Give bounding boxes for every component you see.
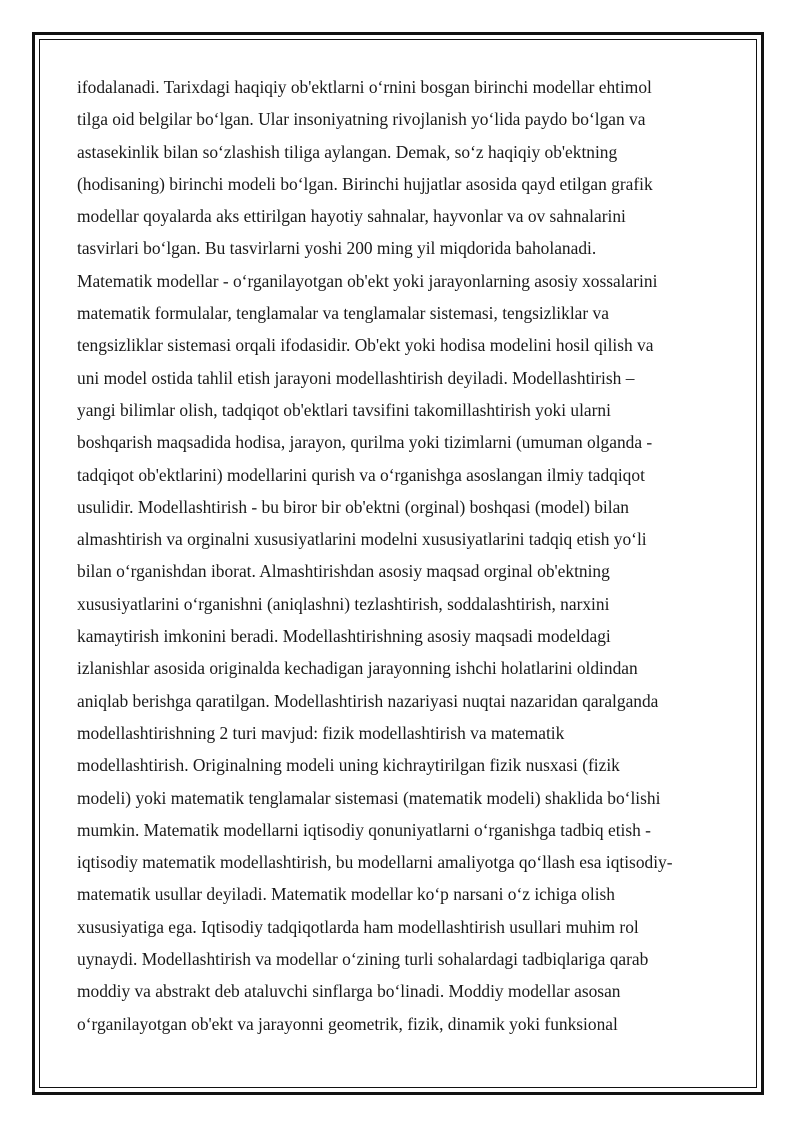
text-line: matematik formulalar, tenglamalar va tenglamalar sistemasi, tengsizliklar va [77,303,609,324]
text-line: modellashtirishning 2 turi mavjud: fizik modellashtirish va matematik [77,722,565,743]
text-line: o‘rganilayotgan ob'ekt va jarayonni geometrik, fizik, dinamik yoki funksional [77,1013,618,1034]
text-line: bilan o‘rganishdan iborat. Almashtirishdan asosiy maqsad orginal ob'ektning [77,561,610,582]
text-line: mumkin. Matematik modellarni iqtisodiy qonuniyatlarni o‘rganishga tadbiq etish - [77,819,651,840]
text-line: tadqiqot ob'ektlarini) modellarini qurish va o‘rganishga asoslangan ilmiy tadqiqot [77,464,645,485]
text-line: yangi bilimlar olish, tadqiqot ob'ektlari tavsifini takomillashtirish yoki ularni [77,399,611,420]
text-line: uynaydi. Modellashtirish va modellar o‘zining turli sohalardagi tadbiqlariga qarab [77,949,649,970]
text-line: tengsizliklar sistemasi orqali ifodasidir. Ob'ekt yoki hodisa modelini hosil qilish va [77,335,654,356]
text-line: xususiyatlarini o‘rganishni (aniqlashni) tezlashtirish, soddalashtirish, narxini [77,593,610,614]
text-line: modellar qoyalarda aks ettirilgan hayotiy sahnalar, hayvonlar va ov sahnalarini [77,206,626,227]
text-line: usulidir. Modellashtirish - bu biror bir ob'ektni (orginal) boshqasi (model) bilan [77,496,629,517]
text-line: kamaytirish imkonini beradi. Modellashtirishning asosiy maqsadi modeldagi [77,626,611,647]
text-line: tasvirlari bo‘lgan. Bu tasvirlarni yoshi 200 ming yil miqdorida baholanadi. [77,238,597,259]
text-line: matematik usullar deyiladi. Matematik modellar ko‘p narsani o‘z ichiga olish [77,884,615,905]
text-line: modellashtirish. Originalning modeli uning kichraytirilgan fizik nusxasi (fizik [77,755,620,776]
text-line: astasekinlik bilan so‘zlashish tiliga aylangan. Demak, so‘z haqiqiy ob'ektning [77,141,618,162]
text-line: modeli) yoki matematik tenglamalar sistemasi (matematik modeli) shaklida bo‘lishi [77,787,661,808]
text-line: boshqarish maqsadida hodisa, jarayon, qurilma yoki tizimlarni (umuman olganda - [77,432,653,453]
text-line: tilga oid belgilar bo‘lgan. Ular insoniyatning rivojlanish yo‘lida paydo bo‘lgan va [77,109,646,130]
body-text [77,71,737,1040]
text-line: aniqlab berishga qaratilgan. Modellashtirish nazariyasi nuqtai nazaridan qaralganda [77,690,659,711]
text-line: Matematik modellar - o‘rganilayotgan ob'ekt yoki jarayonlarning asosiy xossalarini [77,270,658,291]
text-line: almashtirish va orginalni xususiyatlarini modelni xususiyatlarini tadqiq etish yo‘li [77,529,647,550]
text-line: (hodisaning) birinchi modeli bo‘lgan. Birinchi hujjatlar asosida qayd etilgan grafik [77,173,653,194]
text-line: izlanishlar asosida originalda kechadigan jarayonning ishchi holatlarini oldindan [77,658,638,679]
text-line: moddiy va abstrakt deb ataluvchi sinflarga bo‘linadi. Moddiy modellar asosan [77,981,621,1002]
text-line: uni model ostida tahlil etish jarayoni modellashtirish deyiladi. Modellashtirish – [77,367,635,388]
text-line: iqtisodiy matematik modellashtirish, bu modellarni amaliyotga qo‘llash esa iqtisodiy- [77,852,673,873]
text-line: xususiyatiga ega. Iqtisodiy tadqiqotlarda ham modellashtirish usullari muhim rol [77,916,639,937]
text-line: ifodalanadi. Tarixdagi haqiqiy ob'ektlarni o‘rnini bosgan birinchi modellar ehtimol [77,77,652,97]
